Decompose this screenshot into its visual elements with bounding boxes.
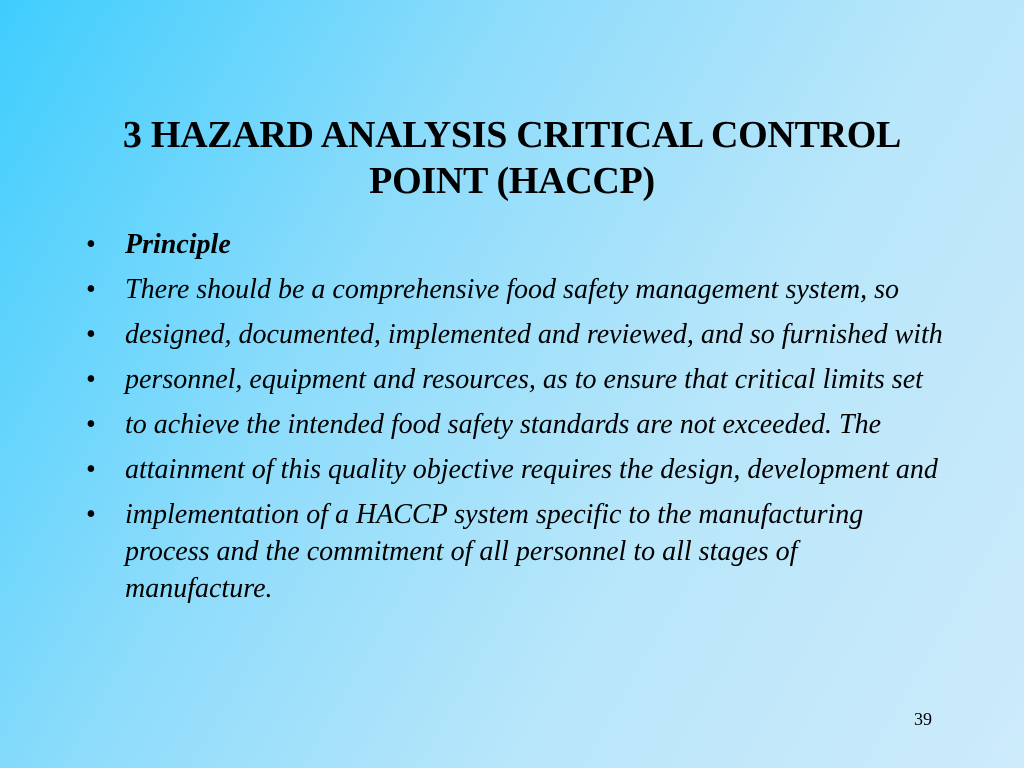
bullet-item — [86, 451, 946, 488]
bullet-text: attainment of this quality objective requires the design, development and — [125, 454, 938, 485]
bullet-text: implementation of a HACCP system specific to the manufacturing process and the commitment of all personnel to all stages of manufacture. — [125, 499, 864, 604]
bullet-item-principle — [86, 226, 946, 263]
bullet-text: to achieve the intended food safety standards are not exceeded. The — [125, 409, 882, 440]
bullet-icon: • — [86, 454, 96, 485]
bullet-text: personnel, equipment and resources, as to ensure that critical limits set — [125, 364, 923, 395]
bullet-item — [86, 406, 946, 443]
bullet-icon: • — [86, 409, 96, 440]
bullet-list — [86, 226, 946, 615]
bullet-icon: • — [86, 364, 96, 395]
bullet-icon: • — [86, 319, 96, 350]
bullet-text: designed, documented, implemented and reviewed, and so furnished with — [125, 319, 943, 350]
slide-title — [60, 112, 964, 204]
bullet-item — [86, 496, 946, 607]
slide-title-line-2: POINT (HACCP) — [369, 160, 655, 202]
bullet-text: Principle — [125, 229, 231, 260]
bullet-item — [86, 361, 946, 398]
bullet-icon: • — [86, 229, 96, 260]
bullet-item — [86, 316, 946, 353]
bullet-text: There should be a comprehensive food safety management system, so — [125, 274, 899, 305]
page-number: 39 — [914, 709, 932, 729]
bullet-icon: • — [86, 274, 96, 305]
slide-title-line-1: 3 HAZARD ANALYSIS CRITICAL CONTROL — [122, 114, 902, 156]
bullet-item — [86, 271, 946, 308]
bullet-icon: • — [86, 499, 96, 530]
